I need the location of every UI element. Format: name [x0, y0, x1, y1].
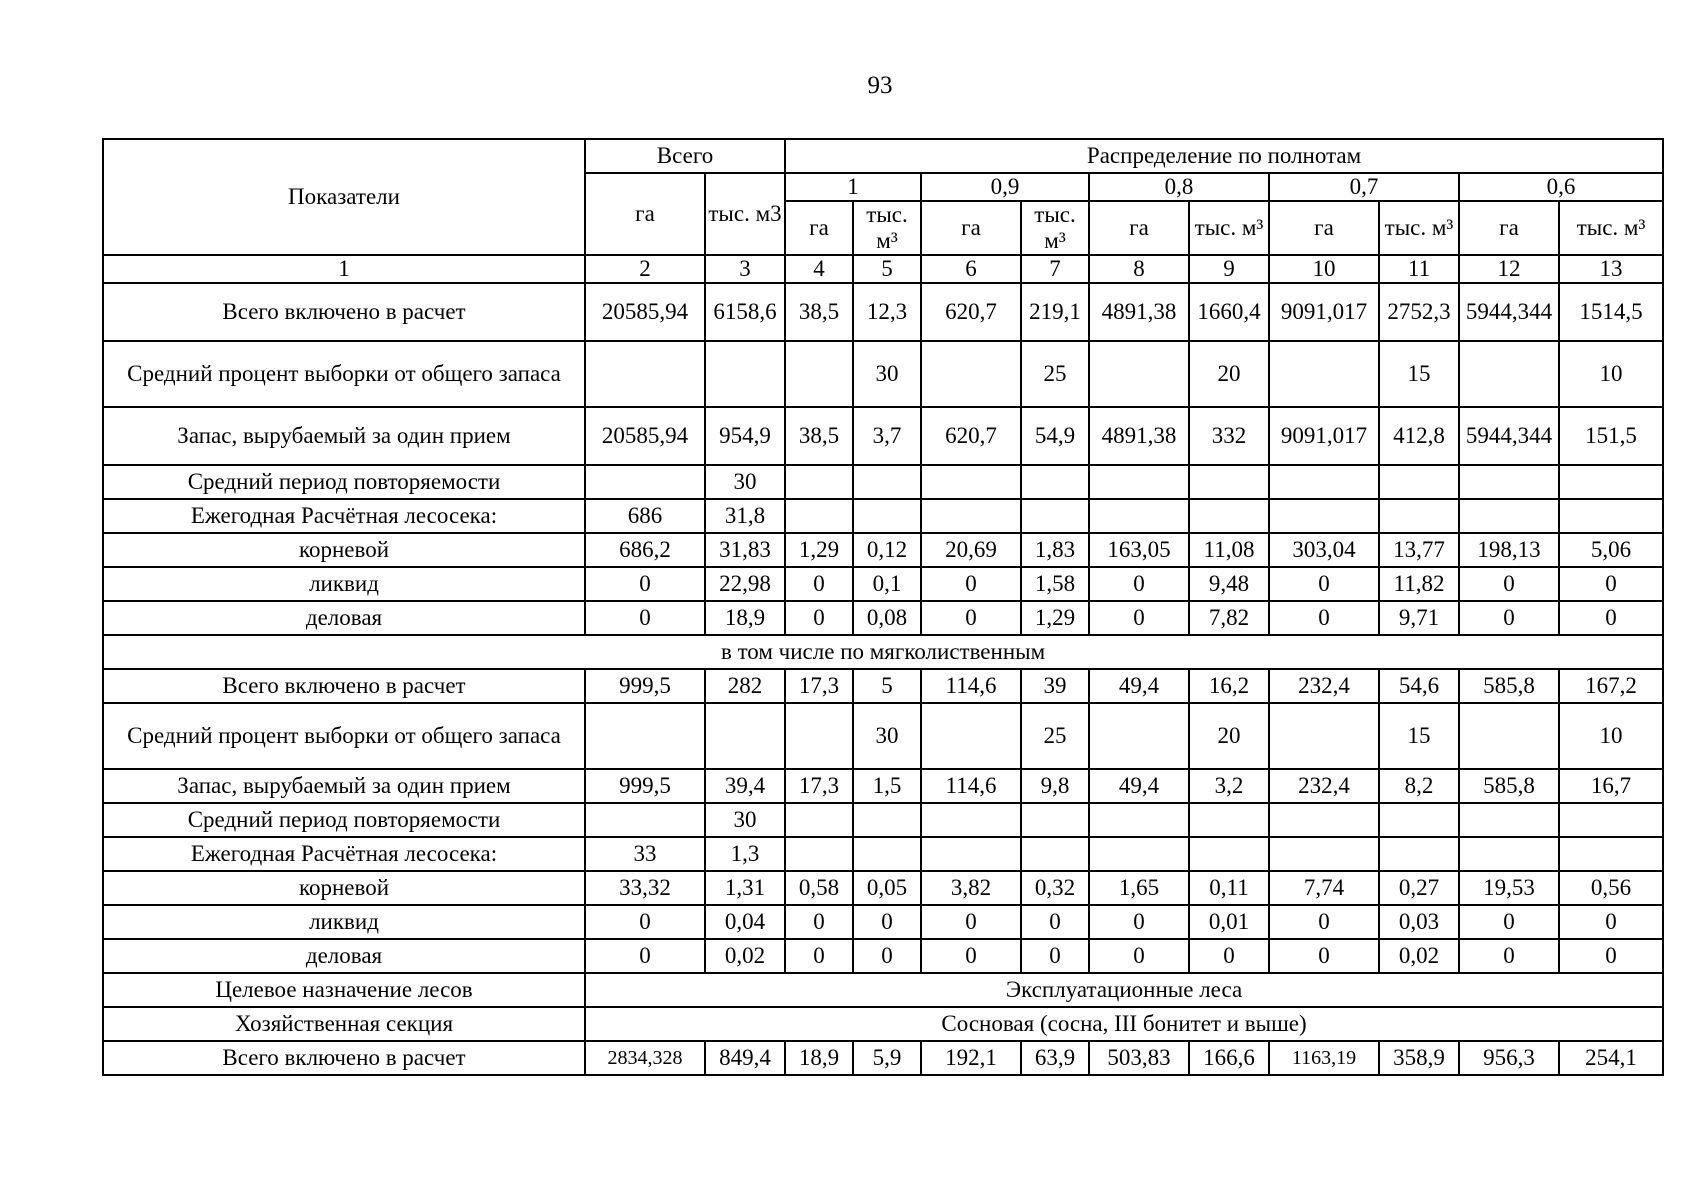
column-numbers-row — [103, 255, 1663, 283]
table-cell: 585,8 — [1459, 669, 1559, 703]
table-cell: 358,9 — [1379, 1041, 1459, 1075]
table-cell: 10 — [1559, 341, 1663, 407]
table-cell: 0 — [785, 567, 853, 601]
table-cell: 20585,94 — [585, 283, 705, 341]
table-row — [103, 669, 1663, 703]
table-cell: 10 — [1559, 703, 1663, 769]
table-cell: 163,05 — [1089, 533, 1189, 567]
table-cell: 12,3 — [853, 283, 921, 341]
table-cell — [1269, 341, 1379, 407]
table-cell — [705, 341, 785, 407]
table-row — [103, 905, 1663, 939]
table-cell: 39 — [1021, 669, 1089, 703]
table-cell — [1089, 465, 1189, 499]
table-cell — [1269, 837, 1379, 871]
table-cell: 20 — [1189, 341, 1269, 407]
table-cell: 0,01 — [1189, 905, 1269, 939]
table-row — [103, 939, 1663, 973]
table-cell — [1269, 803, 1379, 837]
table-cell — [585, 703, 705, 769]
table-cell — [921, 341, 1021, 407]
header-ths-m3: тыс. м³ — [1559, 201, 1663, 255]
table-cell — [585, 803, 705, 837]
row-label: Средний период повторяемости — [103, 803, 585, 837]
row-label: Запас, вырубаемый за один прием — [103, 769, 585, 803]
table-cell: 954,9 — [705, 407, 785, 465]
table-cell: 219,1 — [1021, 283, 1089, 341]
table-row — [103, 769, 1663, 803]
header-ha: га — [1459, 201, 1559, 255]
table-row — [103, 703, 1663, 769]
header-ha: га — [785, 201, 853, 255]
table-cell: 0 — [1559, 905, 1663, 939]
table-cell — [1269, 703, 1379, 769]
table-cell: 1,31 — [705, 871, 785, 905]
row-value: Эксплуатационные леса — [585, 973, 1663, 1007]
table-cell: 303,04 — [1269, 533, 1379, 567]
header-ha: га — [1269, 201, 1379, 255]
table-cell: 620,7 — [921, 283, 1021, 341]
table-cell: 18,9 — [705, 601, 785, 635]
table-cell: 38,5 — [785, 283, 853, 341]
table-cell: 20,69 — [921, 533, 1021, 567]
table-cell: 0 — [785, 905, 853, 939]
table-cell: 0 — [1559, 567, 1663, 601]
table-cell: 30 — [705, 465, 785, 499]
table-cell — [1189, 465, 1269, 499]
row-label: корневой — [103, 871, 585, 905]
table-cell: 5944,344 — [1459, 283, 1559, 341]
table-cell: 0,58 — [785, 871, 853, 905]
table-cell — [1379, 837, 1459, 871]
table-cell: 25 — [1021, 703, 1089, 769]
table-cell — [1459, 837, 1559, 871]
table-cell: 30 — [853, 703, 921, 769]
table-cell: 5944,344 — [1459, 407, 1559, 465]
table-cell — [1459, 703, 1559, 769]
table-cell: 1163,19 — [1269, 1041, 1379, 1075]
header-distribution: Распределение по полнотам — [785, 139, 1663, 173]
table-cell: 0 — [1089, 601, 1189, 635]
table-cell: 282 — [705, 669, 785, 703]
table-cell: 30 — [705, 803, 785, 837]
table-cell: 3,82 — [921, 871, 1021, 905]
table-cell: 9,71 — [1379, 601, 1459, 635]
table-cell — [921, 703, 1021, 769]
table-cell: 0,05 — [853, 871, 921, 905]
table-cell: 13,77 — [1379, 533, 1459, 567]
table-cell: 999,5 — [585, 669, 705, 703]
table-cell — [785, 341, 853, 407]
table-cell: 1,65 — [1089, 871, 1189, 905]
table-cell — [1089, 499, 1189, 533]
table-cell — [1269, 465, 1379, 499]
row-label: Хозяйственная секция — [103, 1007, 585, 1041]
header-group-0-7: 0,7 — [1269, 173, 1459, 201]
table-cell: 38,5 — [785, 407, 853, 465]
table-cell: 0 — [1459, 601, 1559, 635]
header-group-0-8: 0,8 — [1089, 173, 1269, 201]
header-total: Всего — [585, 139, 785, 173]
section-row — [103, 635, 1663, 669]
table-cell: 7,74 — [1269, 871, 1379, 905]
table-cell: 503,83 — [1089, 1041, 1189, 1075]
table-cell: 9,8 — [1021, 769, 1089, 803]
page-number: 93 — [867, 72, 893, 99]
table-cell — [1379, 803, 1459, 837]
table-cell — [921, 465, 1021, 499]
header-ha: га — [1089, 201, 1189, 255]
header-ha: га — [921, 201, 1021, 255]
table-cell — [921, 803, 1021, 837]
table-cell: 0 — [1559, 601, 1663, 635]
forest-allocation-table — [102, 138, 1664, 1076]
table-cell: 2752,3 — [1379, 283, 1459, 341]
header-total-ths-m3: тыс. м3 — [705, 173, 785, 255]
table-cell — [853, 803, 921, 837]
table-cell: 0 — [1269, 601, 1379, 635]
table-cell: 0 — [853, 939, 921, 973]
table-cell — [585, 341, 705, 407]
table-cell: 7,82 — [1189, 601, 1269, 635]
table-cell — [1559, 499, 1663, 533]
table-cell: 0 — [1089, 905, 1189, 939]
table-cell: 8,2 — [1379, 769, 1459, 803]
table-cell: 114,6 — [921, 769, 1021, 803]
table-cell: 33 — [585, 837, 705, 871]
table-cell: 63,9 — [1021, 1041, 1089, 1075]
column-number: 4 — [785, 255, 853, 283]
table-cell: 25 — [1021, 341, 1089, 407]
table-cell: 0,12 — [853, 533, 921, 567]
table-cell — [1089, 341, 1189, 407]
table-cell — [1459, 499, 1559, 533]
table-cell — [1459, 465, 1559, 499]
table-cell: 17,3 — [785, 669, 853, 703]
table-cell — [785, 803, 853, 837]
table-cell: 9091,017 — [1269, 283, 1379, 341]
header-group-0-9: 0,9 — [921, 173, 1089, 201]
table-row — [103, 533, 1663, 567]
table-cell: 0,32 — [1021, 871, 1089, 905]
table-cell: 620,7 — [921, 407, 1021, 465]
row-value: Сосновая (сосна, III бонитет и выше) — [585, 1007, 1663, 1041]
table-row — [103, 407, 1663, 465]
table-cell: 198,13 — [1459, 533, 1559, 567]
table-cell: 54,9 — [1021, 407, 1089, 465]
table-cell: 4891,38 — [1089, 407, 1189, 465]
header-ths-m3: тыс. м³ — [1021, 201, 1089, 255]
table-cell: 39,4 — [705, 769, 785, 803]
table-cell: 0 — [1559, 939, 1663, 973]
table-row — [103, 499, 1663, 533]
column-number: 6 — [921, 255, 1021, 283]
table-cell: 166,6 — [1189, 1041, 1269, 1075]
table-cell: 11,08 — [1189, 533, 1269, 567]
row-label: деловая — [103, 601, 585, 635]
table-cell: 0 — [853, 905, 921, 939]
table-cell: 0,56 — [1559, 871, 1663, 905]
table-cell: 0 — [921, 567, 1021, 601]
forest-purpose-row — [103, 973, 1663, 1007]
table-cell — [1459, 341, 1559, 407]
table-cell: 1,29 — [1021, 601, 1089, 635]
table-cell: 30 — [853, 341, 921, 407]
table-cell: 0,1 — [853, 567, 921, 601]
table-cell: 0 — [1459, 567, 1559, 601]
table-cell: 0,04 — [705, 905, 785, 939]
header-ths-m3: тыс. м³ — [1379, 201, 1459, 255]
table-cell: 0 — [1089, 939, 1189, 973]
table-row — [103, 341, 1663, 407]
row-label: Целевое назначение лесов — [103, 973, 585, 1007]
table-cell: 0,27 — [1379, 871, 1459, 905]
table-cell: 0 — [1459, 939, 1559, 973]
column-number: 5 — [853, 255, 921, 283]
table-cell: 0 — [1021, 905, 1089, 939]
table-cell: 254,1 — [1559, 1041, 1663, 1075]
table-cell: 5,9 — [853, 1041, 921, 1075]
column-number: 9 — [1189, 255, 1269, 283]
row-label: Ежегодная Расчётная лесосека: — [103, 499, 585, 533]
row-label: Средний процент выборки от общего запаса — [103, 341, 585, 407]
table-cell: 0 — [1269, 905, 1379, 939]
table-cell: 17,3 — [785, 769, 853, 803]
table-cell: 0 — [585, 939, 705, 973]
row-label: Запас, вырубаемый за один прием — [103, 407, 585, 465]
table-cell: 849,4 — [705, 1041, 785, 1075]
column-number: 11 — [1379, 255, 1459, 283]
table-cell — [1559, 803, 1663, 837]
table-cell: 0 — [921, 601, 1021, 635]
table-cell: 0,03 — [1379, 905, 1459, 939]
table-cell: 19,53 — [1459, 871, 1559, 905]
column-number: 13 — [1559, 255, 1663, 283]
table-cell: 192,1 — [921, 1041, 1021, 1075]
column-number: 10 — [1269, 255, 1379, 283]
table-cell — [1559, 465, 1663, 499]
row-label: Всего включено в расчет — [103, 669, 585, 703]
header-ths-m3: тыс. м³ — [1189, 201, 1269, 255]
table-row — [103, 803, 1663, 837]
table-cell — [1089, 837, 1189, 871]
table-cell: 0 — [921, 939, 1021, 973]
table-cell — [921, 837, 1021, 871]
table-cell: 0 — [585, 601, 705, 635]
column-number: 7 — [1021, 255, 1089, 283]
table-cell: 49,4 — [1089, 669, 1189, 703]
table-cell: 9,48 — [1189, 567, 1269, 601]
table-row — [103, 601, 1663, 635]
economic-section-row — [103, 1007, 1663, 1041]
table-cell: 20585,94 — [585, 407, 705, 465]
table-cell: 114,6 — [921, 669, 1021, 703]
header-total-ha: га — [585, 173, 705, 255]
table-cell: 6158,6 — [705, 283, 785, 341]
table-cell: 0 — [785, 601, 853, 635]
table-cell: 167,2 — [1559, 669, 1663, 703]
table-cell: 31,83 — [705, 533, 785, 567]
table-cell: 0 — [921, 905, 1021, 939]
row-label: ликвид — [103, 905, 585, 939]
table-cell — [1021, 499, 1089, 533]
row-label: Средний период повторяемости — [103, 465, 585, 499]
table-cell: 1,3 — [705, 837, 785, 871]
table-cell — [785, 465, 853, 499]
table-cell: 2834,328 — [585, 1041, 705, 1075]
table-cell: 16,7 — [1559, 769, 1663, 803]
table-cell — [1189, 499, 1269, 533]
table-cell: 5 — [853, 669, 921, 703]
table-cell — [1379, 465, 1459, 499]
table-cell: 1,29 — [785, 533, 853, 567]
table-cell: 0,11 — [1189, 871, 1269, 905]
table-cell — [1459, 803, 1559, 837]
table-row — [103, 283, 1663, 341]
table-cell — [1269, 499, 1379, 533]
table-cell: 686 — [585, 499, 705, 533]
table-cell: 0 — [1021, 939, 1089, 973]
column-number: 12 — [1459, 255, 1559, 283]
table-cell — [1021, 465, 1089, 499]
table-cell: 1,5 — [853, 769, 921, 803]
table-cell: 232,4 — [1269, 669, 1379, 703]
table-cell: 9091,017 — [1269, 407, 1379, 465]
table-cell: 4891,38 — [1089, 283, 1189, 341]
table-cell: 0 — [1269, 939, 1379, 973]
table-cell: 33,32 — [585, 871, 705, 905]
section-soft-deciduous: в том числе по мягколиственным — [103, 635, 1663, 669]
table-row — [103, 465, 1663, 499]
table-cell: 0 — [585, 567, 705, 601]
table-cell: 956,3 — [1459, 1041, 1559, 1075]
table-cell: 0 — [585, 905, 705, 939]
header-group-1: 1 — [785, 173, 921, 201]
table-cell — [785, 703, 853, 769]
table-cell — [1021, 803, 1089, 837]
row-label: Всего включено в расчет — [103, 1041, 585, 1075]
column-number: 3 — [705, 255, 785, 283]
table-cell: 0 — [1089, 567, 1189, 601]
table-cell: 20 — [1189, 703, 1269, 769]
table-cell — [585, 465, 705, 499]
table-cell: 31,8 — [705, 499, 785, 533]
table-cell: 686,2 — [585, 533, 705, 567]
table-cell: 18,9 — [785, 1041, 853, 1075]
table-cell: 22,98 — [705, 567, 785, 601]
table-row — [103, 871, 1663, 905]
table-cell: 1,58 — [1021, 567, 1089, 601]
table-cell: 11,82 — [1379, 567, 1459, 601]
table-cell — [853, 465, 921, 499]
table-cell — [1559, 837, 1663, 871]
table-cell: 999,5 — [585, 769, 705, 803]
final-total-row — [103, 1041, 1663, 1075]
table-cell: 0,08 — [853, 601, 921, 635]
header-group-0-6: 0,6 — [1459, 173, 1663, 201]
table-cell — [1021, 837, 1089, 871]
table-cell — [1089, 803, 1189, 837]
column-number: 2 — [585, 255, 705, 283]
table-cell: 412,8 — [1379, 407, 1459, 465]
table-cell — [921, 499, 1021, 533]
table-cell — [1379, 499, 1459, 533]
row-label: деловая — [103, 939, 585, 973]
table-cell: 54,6 — [1379, 669, 1459, 703]
table-cell: 15 — [1379, 703, 1459, 769]
row-label: Всего включено в расчет — [103, 283, 585, 341]
table-cell — [785, 837, 853, 871]
table-cell: 0 — [1189, 939, 1269, 973]
table-cell: 49,4 — [1089, 769, 1189, 803]
table-cell — [1089, 703, 1189, 769]
header-indicators: Показатели — [103, 139, 585, 255]
table-cell — [853, 837, 921, 871]
table-cell: 151,5 — [1559, 407, 1663, 465]
table-cell — [705, 703, 785, 769]
table-cell: 1660,4 — [1189, 283, 1269, 341]
table-cell: 0 — [1269, 567, 1379, 601]
header-ths-m3: тыс. м³ — [853, 201, 921, 255]
table-cell: 0 — [785, 939, 853, 973]
row-label: Ежегодная Расчётная лесосека: — [103, 837, 585, 871]
table-cell: 332 — [1189, 407, 1269, 465]
column-number: 1 — [103, 255, 585, 283]
table-cell — [853, 499, 921, 533]
table-cell: 1,83 — [1021, 533, 1089, 567]
table-cell: 3,2 — [1189, 769, 1269, 803]
row-label: ликвид — [103, 567, 585, 601]
table-cell — [1189, 803, 1269, 837]
table-cell: 5,06 — [1559, 533, 1663, 567]
column-number: 8 — [1089, 255, 1189, 283]
table-row — [103, 837, 1663, 871]
table-cell: 1514,5 — [1559, 283, 1663, 341]
table-cell: 585,8 — [1459, 769, 1559, 803]
table-cell: 3,7 — [853, 407, 921, 465]
row-label: корневой — [103, 533, 585, 567]
table-cell: 0 — [1459, 905, 1559, 939]
table-cell — [785, 499, 853, 533]
table-cell: 15 — [1379, 341, 1459, 407]
row-label: Средний процент выборки от общего запаса — [103, 703, 585, 769]
table-cell: 232,4 — [1269, 769, 1379, 803]
table-cell: 0,02 — [1379, 939, 1459, 973]
table-row — [103, 567, 1663, 601]
table-cell — [1189, 837, 1269, 871]
table-cell: 16,2 — [1189, 669, 1269, 703]
table-cell: 0,02 — [705, 939, 785, 973]
